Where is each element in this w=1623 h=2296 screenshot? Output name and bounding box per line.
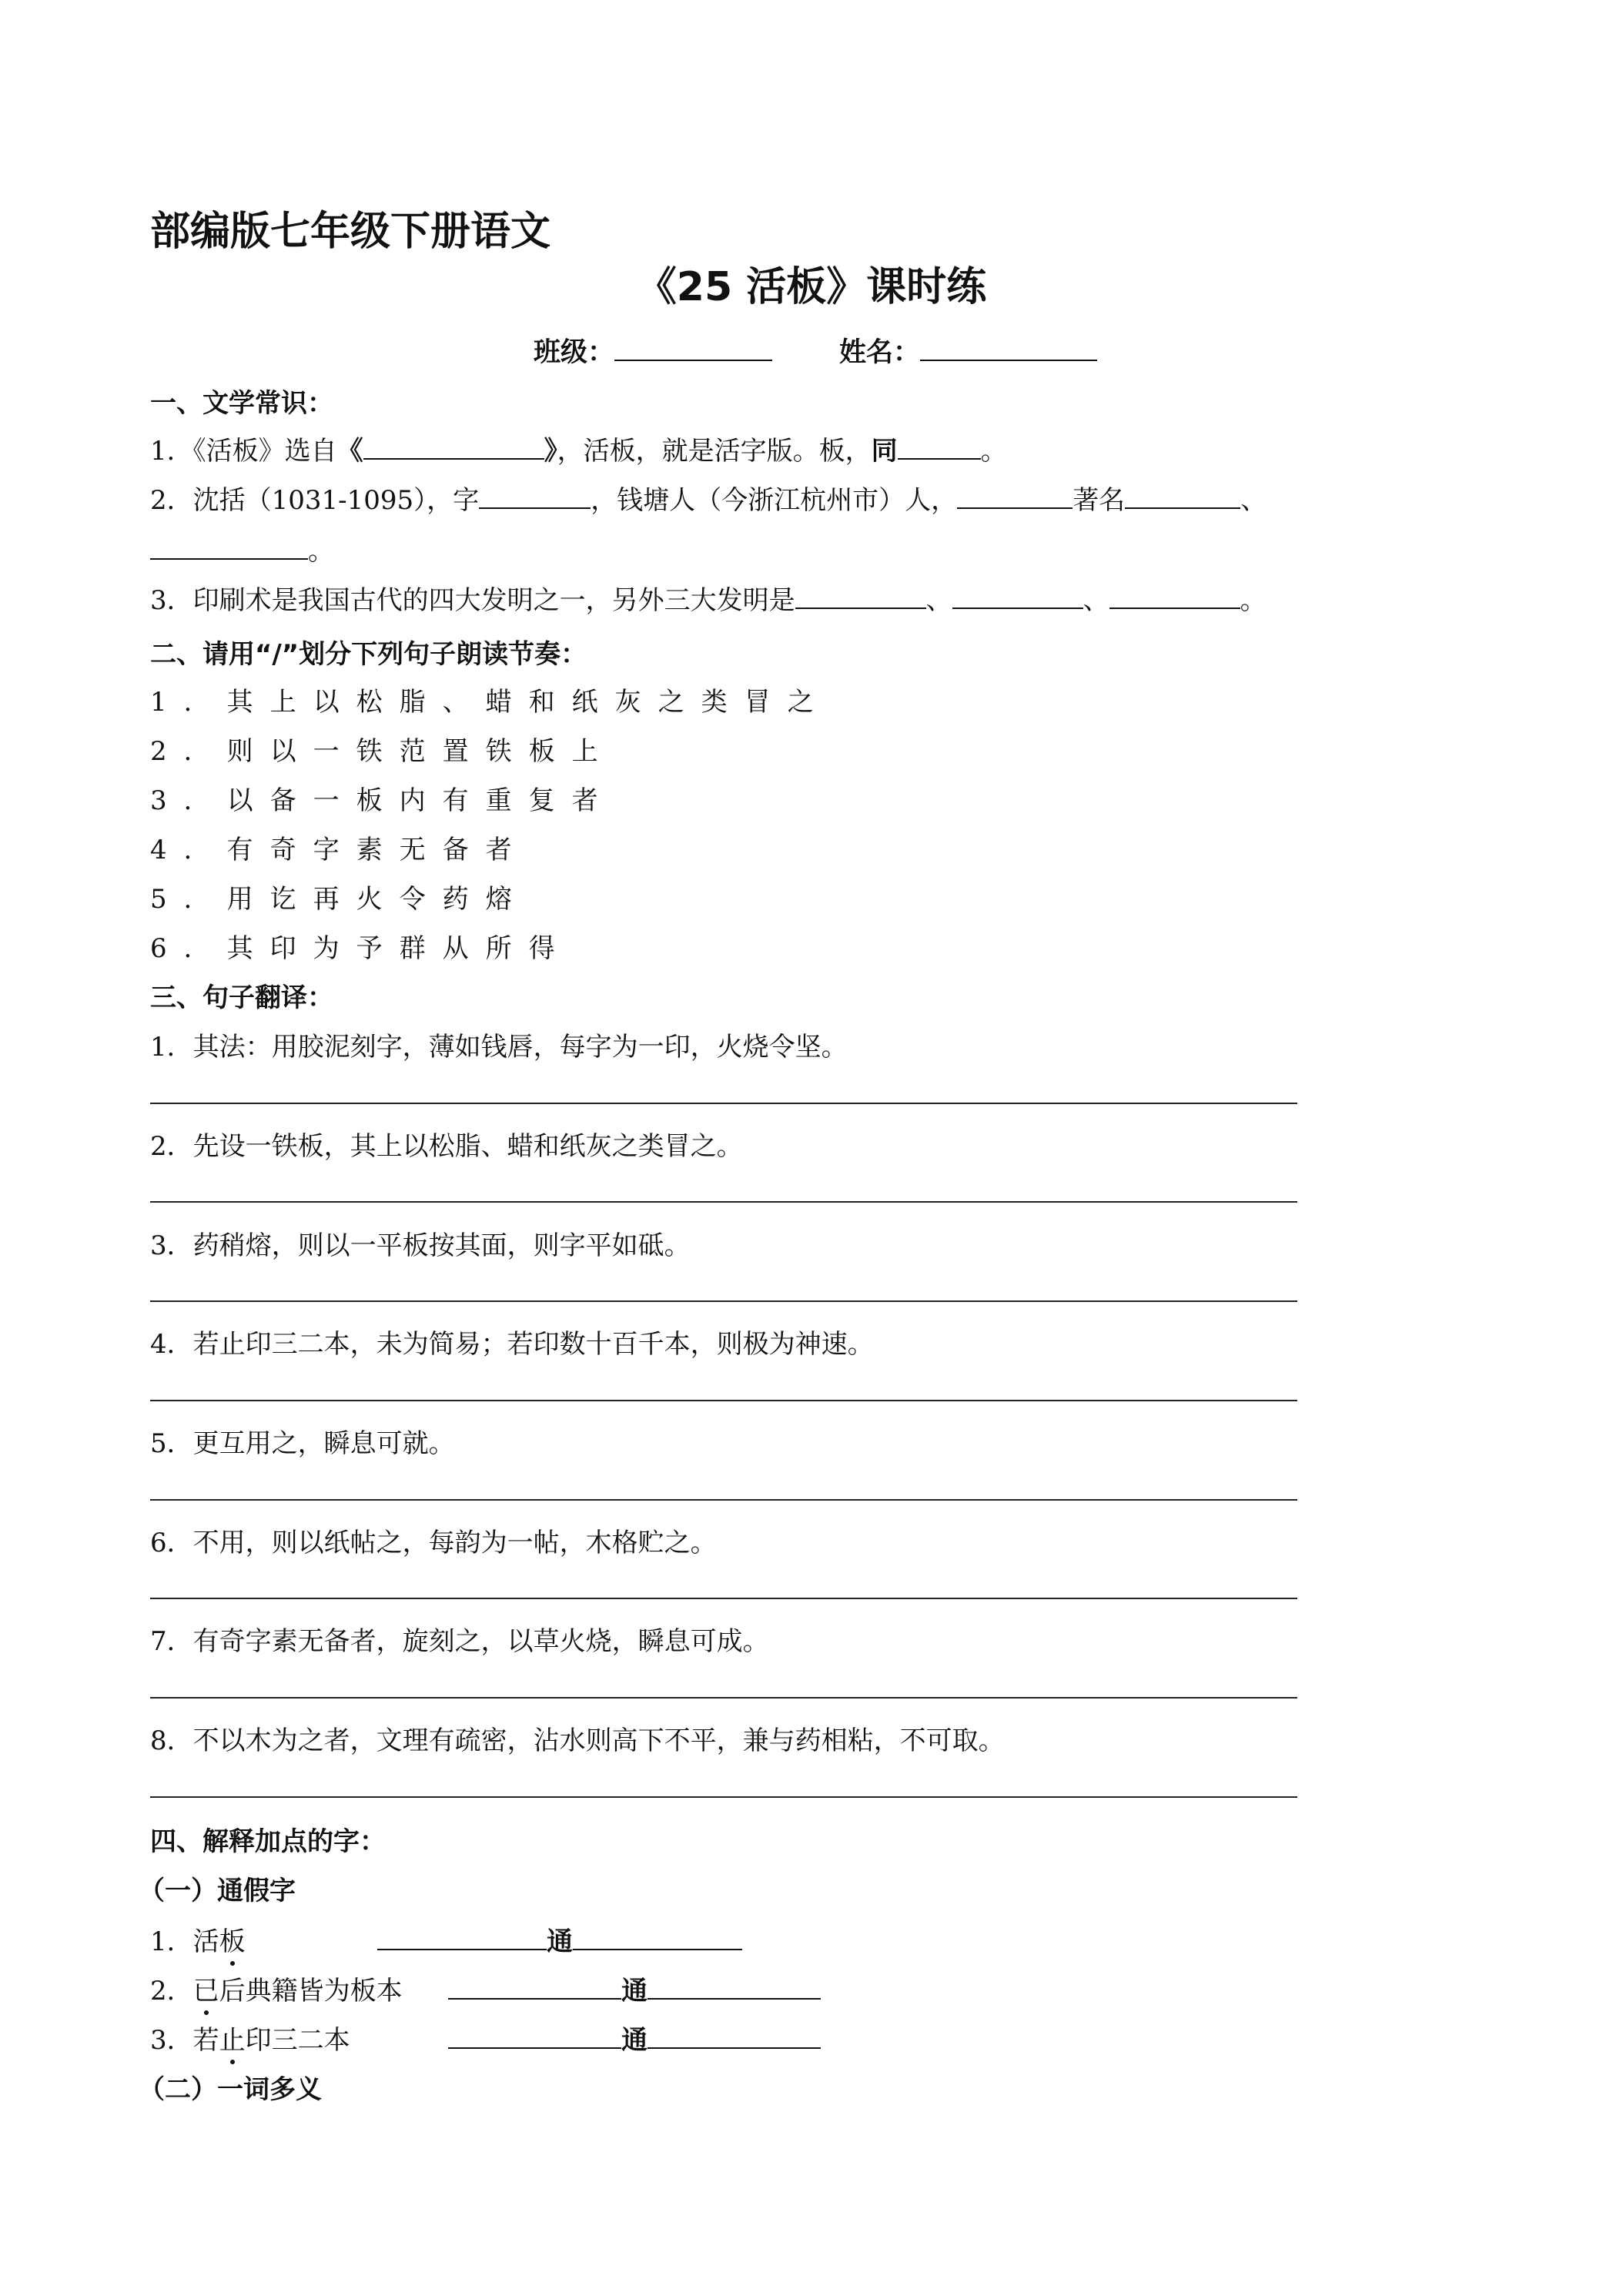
answer-line[interactable] bbox=[150, 1697, 1297, 1699]
translation-item: 2．先设一铁板，其上以松脂、蜡和纸灰之类冒之。 bbox=[150, 1131, 743, 1162]
dotted-char: 已 bbox=[193, 1970, 219, 2007]
answer-blank[interactable] bbox=[952, 584, 1083, 609]
answer-line[interactable] bbox=[150, 1598, 1297, 1599]
rhythm-item: 6．其印为予群从所得 bbox=[150, 933, 572, 964]
answer-blank[interactable] bbox=[1109, 584, 1240, 609]
answer-line[interactable] bbox=[150, 1300, 1297, 1302]
section-heading-literature: 一、文学常识： bbox=[150, 388, 333, 419]
translation-item: 3．药稍熔，则以一平板按其面，则字平如砥。 bbox=[150, 1230, 691, 1261]
translation-item: 5．更互用之，瞬息可就。 bbox=[150, 1428, 455, 1459]
answer-blank[interactable] bbox=[479, 484, 591, 509]
class-field[interactable] bbox=[534, 331, 772, 370]
answer-line[interactable] bbox=[150, 1201, 1297, 1203]
page-title: 《25 活板》课时练 bbox=[636, 264, 987, 310]
question-1-2: 2．沈括（1031-1095），字 ，钱塘人（今浙江杭州市）人， 著名 、 bbox=[150, 485, 1267, 516]
question-1-1: 1．《活板》选自《 》，活板，就是活字版。板，同 。 bbox=[150, 436, 1007, 467]
tongjia-answer: 通 bbox=[448, 1970, 821, 2007]
name-blank[interactable] bbox=[920, 336, 1097, 361]
answer-blank[interactable] bbox=[448, 2024, 621, 2049]
rhythm-item: 5．用讫再火令药熔 bbox=[150, 884, 529, 915]
tongjia-item: 2．已后典籍皆为板本 bbox=[150, 1970, 403, 2007]
answer-blank[interactable] bbox=[957, 484, 1073, 509]
answer-line[interactable] bbox=[150, 1499, 1297, 1501]
name-field[interactable] bbox=[839, 331, 1097, 370]
answer-blank[interactable] bbox=[648, 2024, 821, 2049]
rhythm-item: 2．则以一铁范置铁板上 bbox=[150, 736, 615, 767]
tongjia-answer: 通 bbox=[377, 1920, 742, 1958]
class-label: 班级： bbox=[534, 337, 615, 368]
translation-item: 6．不用，则以纸帖之，每韵为一帖，木格贮之。 bbox=[150, 1528, 717, 1558]
tongjia-item: 1．活板 bbox=[150, 1920, 246, 1958]
answer-blank[interactable] bbox=[448, 1975, 621, 2000]
answer-blank[interactable] bbox=[377, 1926, 547, 1950]
question-1-2-cont: 。 bbox=[150, 530, 334, 567]
answer-line[interactable] bbox=[150, 1796, 1297, 1798]
rhythm-item: 4．有奇字素无备者 bbox=[150, 835, 529, 865]
brand-heading: 部编版七年级下册语文 bbox=[150, 209, 551, 255]
tongjia-item: 3．若止印三二本 bbox=[150, 2019, 350, 2057]
rhythm-item: 1．其上以松脂、蜡和纸灰之类冒之 bbox=[150, 687, 831, 718]
answer-blank[interactable] bbox=[363, 435, 544, 460]
translation-item: 7．有奇字素无备者，旋刻之，以草火烧，瞬息可成。 bbox=[150, 1626, 769, 1657]
answer-line[interactable] bbox=[150, 1103, 1297, 1104]
section-heading-rhythm: 二、请用“/”划分下列句子朗读节奏： bbox=[150, 639, 587, 670]
subheading-polysemy: （二）一词多义 bbox=[139, 2074, 322, 2105]
answer-blank[interactable] bbox=[150, 535, 308, 560]
class-blank[interactable] bbox=[614, 336, 772, 361]
tongjia-answer: 通 bbox=[448, 2019, 821, 2057]
answer-blank[interactable] bbox=[898, 435, 981, 460]
section-heading-explain: 四、解释加点的字： bbox=[150, 1826, 386, 1857]
answer-blank[interactable] bbox=[648, 1975, 821, 2000]
section-heading-translation: 三、句子翻译： bbox=[150, 982, 333, 1013]
question-1-3: 3．印刷术是我国古代的四大发明之一，另外三大发明是 、 、 。 bbox=[150, 585, 1267, 616]
translation-item: 4．若止印三二本，未为简易；若印数十百千本，则极为神速。 bbox=[150, 1329, 874, 1360]
translation-item: 8．不以木为之者，文理有疏密，沾水则高下不平，兼与药相粘，不可取。 bbox=[150, 1725, 1005, 1756]
dotted-char: 板 bbox=[219, 1920, 246, 1958]
answer-line[interactable] bbox=[150, 1400, 1297, 1401]
answer-blank[interactable] bbox=[1125, 484, 1240, 509]
name-label: 姓名： bbox=[839, 337, 921, 368]
translation-item: 1．其法：用胶泥刻字，薄如钱唇，每字为一印，火烧令坚。 bbox=[150, 1032, 848, 1063]
answer-blank[interactable] bbox=[573, 1926, 742, 1950]
answer-blank[interactable] bbox=[795, 584, 926, 609]
dotted-char: 止 bbox=[219, 2019, 246, 2057]
subheading-tongjiazi: （一）通假字 bbox=[139, 1876, 296, 1906]
rhythm-item: 3．以备一板内有重复者 bbox=[150, 785, 615, 816]
